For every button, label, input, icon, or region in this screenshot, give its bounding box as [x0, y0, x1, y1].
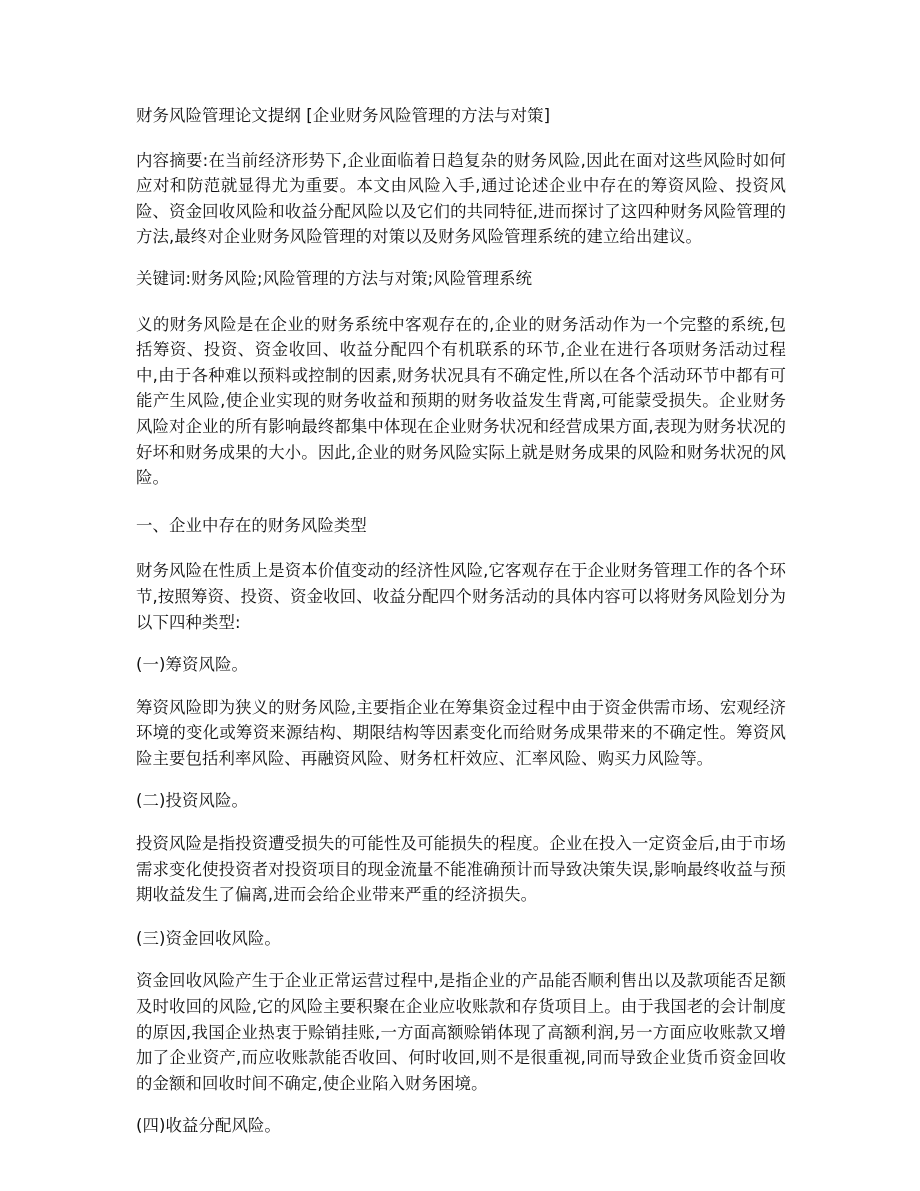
subsection-investment-heading: (二)投资风险。	[136, 791, 248, 811]
subsection-distribution-heading: (四)收益分配风险。	[136, 1116, 281, 1136]
subsection-financing-heading: (一)筹资风险。	[136, 655, 248, 675]
abstract-paragraph: 内容摘要:在当前经济形势下,企业面临着日趋复杂的财务风险,因此在面对这些风险时如何应对和防范就显得尤为重要。本文由风险入手,通过论述企业中存在的筹资风险、投资风险、资金回收风险和收益分配风险以及它们的共同特征,进而探讨了这四种财务风险管理的方法,最终对企业财务风险管理的对策以及财务风险管理系统的建立给出建议。	[136, 150, 786, 247]
document-title: 财务风险管理论文提纲 [企业财务风险管理的方法与对策]	[136, 106, 551, 125]
subsection-financing-paragraph: 筹资风险即为狭义的财务风险,主要指企业在筹集资金过程中由于资金供需市场、宏观经济环境的变化或筹资来源结构、期限结构等因素变化而给财务成果带来的不确定性。筹资风险主要包括利率风险、再融资风险、财务杠杆效应、汇率风险、购买力风险等。	[136, 697, 786, 768]
document-page	[136, 103, 786, 1139]
intro-paragraph: 义的财务风险是在企业的财务系统中客观存在的,企业的财务活动作为一个完整的系统,包括筹资、投资、资金收回、收益分配四个有机联系的环节,企业在进行各项财务活动过程中,由于各种难以预料或控制的因素,财务状况具有不确定性,所以在各个活动环节中都有可能产生风险,使企业实现的财务收益和预期的财务收益发生背离,可能蒙受损失。企业财务风险对企业的所有影响最终都集中体现在企业财务状况和经营成果方面,表现为财务状况的好坏和财务成果的大小。因此,企业的财务风险实际上就是财务成果的风险和财务状况的风险。	[136, 314, 786, 488]
section-1-paragraph: 财务风险在性质上是资本价值变动的经济性风险,它客观存在于企业财务管理工作的各个环节,按照筹资、投资、资金收回、收益分配四个财务活动的具体内容可以将财务风险划分为以下四种类型:	[136, 561, 786, 632]
subsection-collection-heading: (三)资金回收风险。	[136, 928, 281, 948]
subsection-collection-paragraph: 资金回收风险产生于企业正常运营过程中,是指企业的产品能否顺利售出以及款项能否足额及时收回的风险,它的风险主要积聚在企业应收账款和存货项目上。由于我国老的会计制度的原因,我国企业热衷于赊销挂账,一方面高额赊销体现了高额利润,另一方面应收账款又增加了企业资产,而应收账款能否收回、何时收回,则不是很重视,同而导致企业货币资金回收的金额和回收时间不确定,使企业陷入财务困境。	[136, 971, 786, 1093]
keywords-line: 关键词:财务风险;风险管理的方法与对策;风险管理系统	[136, 268, 533, 288]
subsection-investment-paragraph: 投资风险是指投资遭受损失的可能性及可能损失的程度。企业在投入一定资金后,由于市场需求变化使投资者对投资项目的现金流量不能准确预计而导致决策失误,影响最终收益与预期收益发生了偏离,进而会给企业带来严重的经济损失。	[136, 834, 786, 905]
section-1-heading: 一、企业中存在的财务风险类型	[136, 515, 367, 535]
